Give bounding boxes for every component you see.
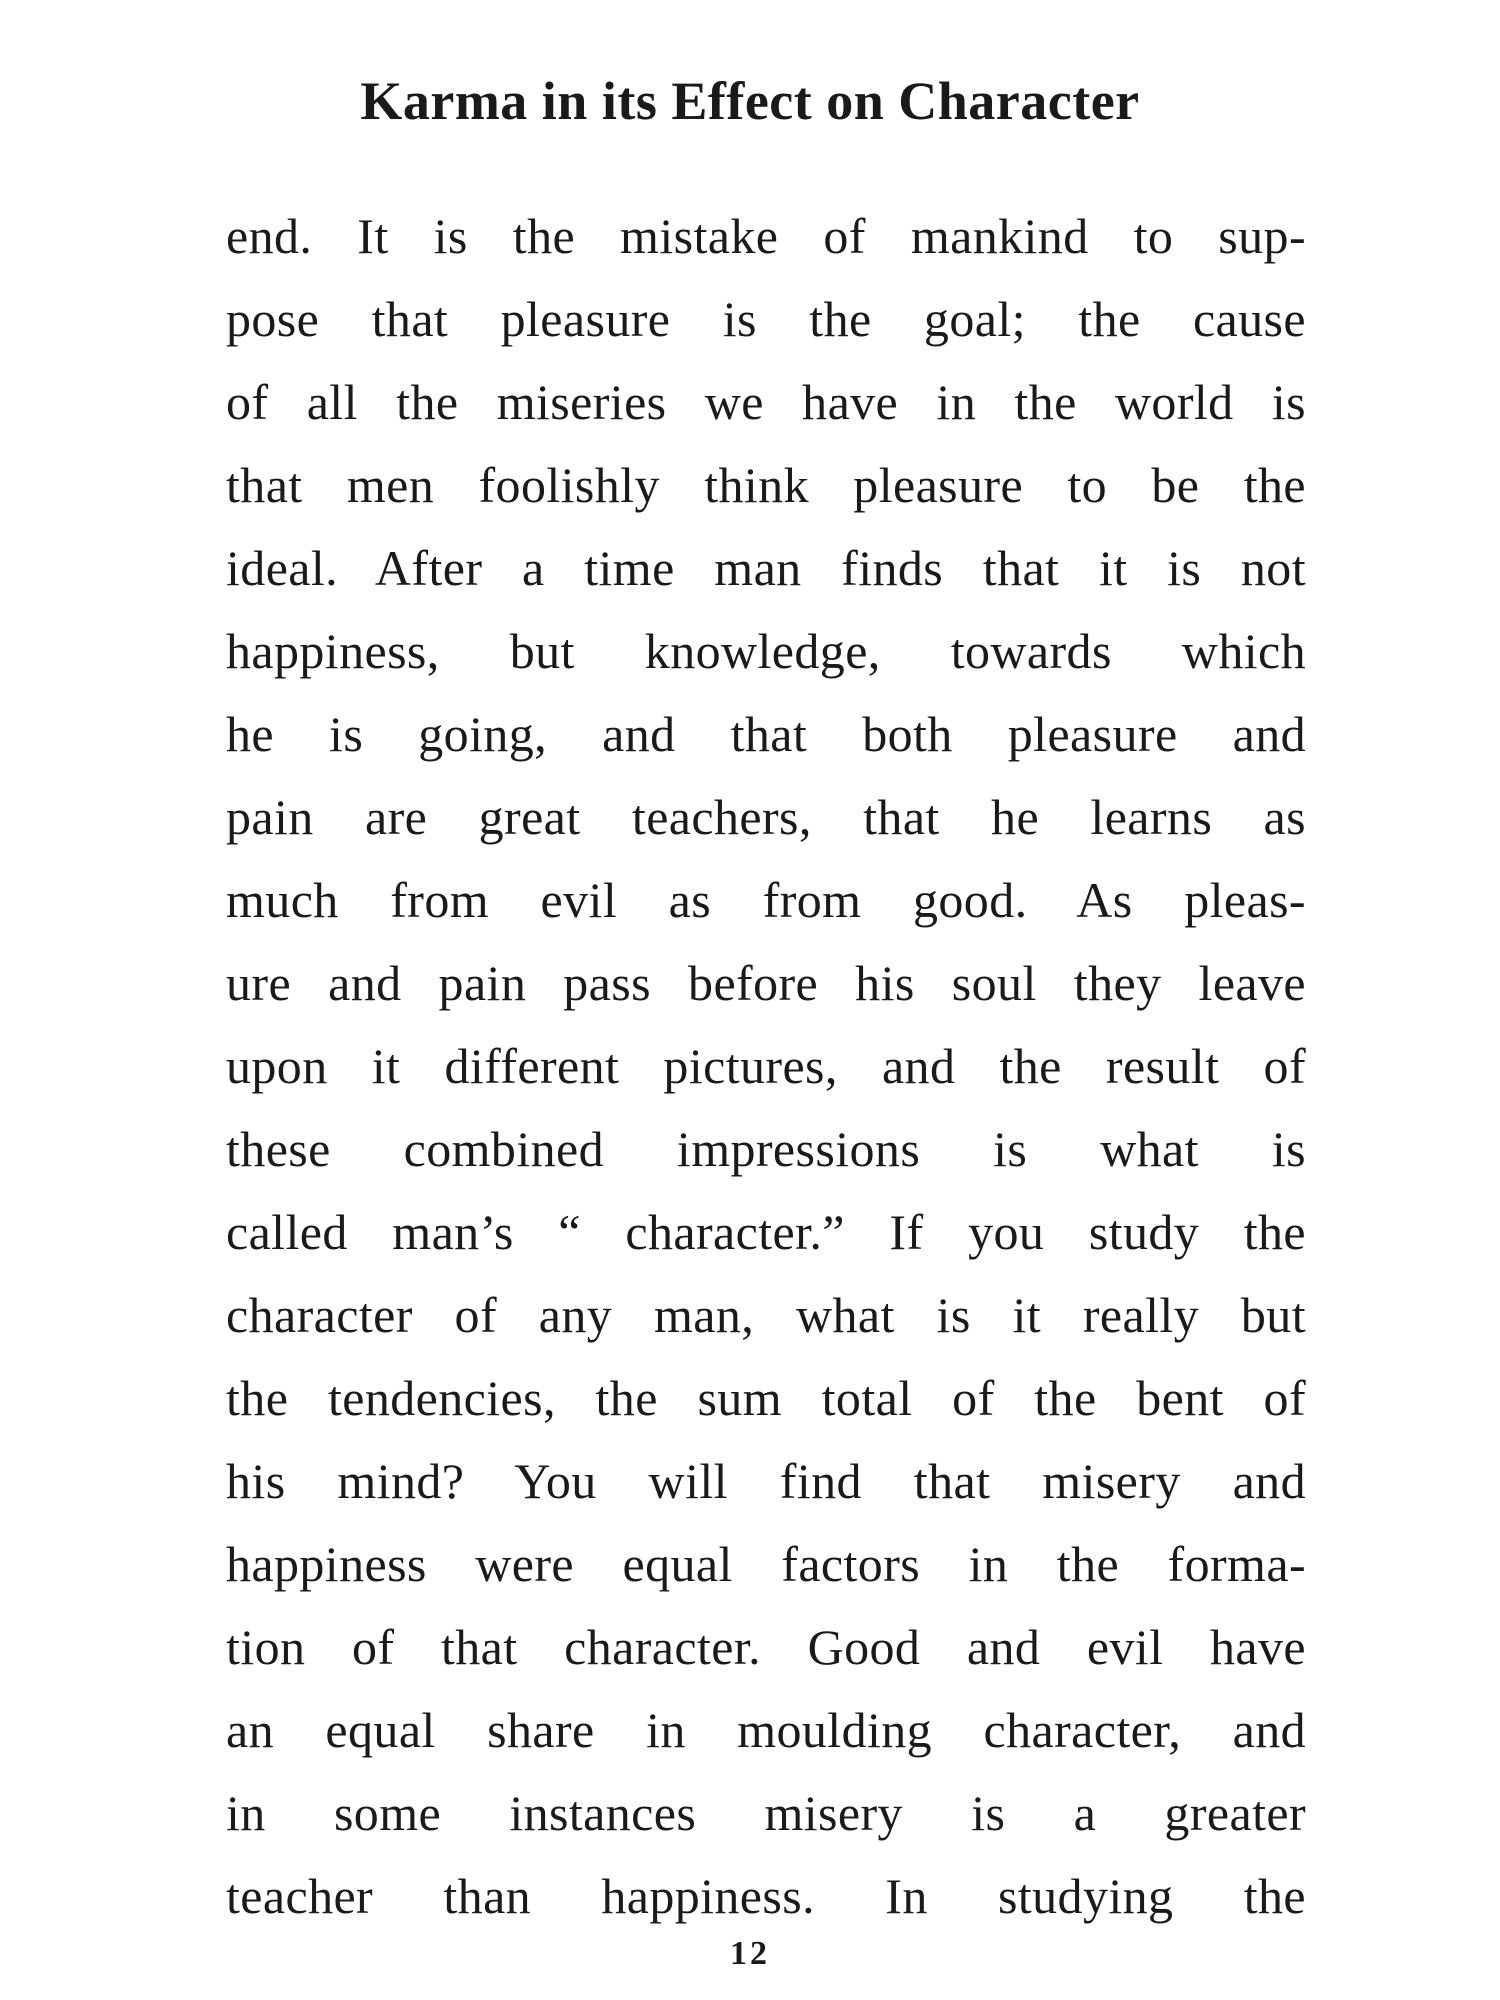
- text-line: in some instances misery is a greater: [226, 1785, 1306, 1841]
- text-line: tion of that character. Good and evil have: [226, 1619, 1306, 1675]
- text-line: ideal. After a time man finds that it is not: [226, 540, 1306, 596]
- text-line: happiness, but knowledge, towards which: [226, 623, 1306, 679]
- text-line: of all the miseries we have in the world is: [226, 374, 1306, 430]
- text-line: that men foolishly think pleasure to be the: [226, 457, 1306, 513]
- text-line: his mind? You will find that misery and: [226, 1453, 1306, 1509]
- text-line: an equal share in moulding character, and: [226, 1702, 1306, 1758]
- page-number: 12: [730, 1935, 770, 1972]
- text-line: the tendencies, the sum total of the bent of: [226, 1370, 1306, 1426]
- running-head: Karma in its Effect on Character: [360, 71, 1140, 131]
- text-line: upon it different pictures, and the result of: [226, 1038, 1306, 1094]
- body-text: [226, 195, 1306, 1938]
- text-line: he is going, and that both pleasure and: [226, 706, 1306, 762]
- text-line: ure and pain pass before his soul they leave: [226, 955, 1306, 1011]
- text-line: happiness were equal factors in the forma-: [226, 1536, 1306, 1592]
- text-line: called man’s “ character.” If you study the: [226, 1204, 1306, 1260]
- text-line: much from evil as from good. As pleas-: [226, 872, 1306, 928]
- text-line: pain are great teachers, that he learns as: [226, 789, 1306, 845]
- text-line: teacher than happiness. In studying the: [226, 1868, 1306, 1924]
- text-line: end. It is the mistake of mankind to sup-: [226, 208, 1306, 264]
- text-line: these combined impressions is what is: [226, 1121, 1306, 1177]
- text-line: character of any man, what is it really but: [226, 1287, 1306, 1343]
- text-line: pose that pleasure is the goal; the cause: [226, 291, 1306, 347]
